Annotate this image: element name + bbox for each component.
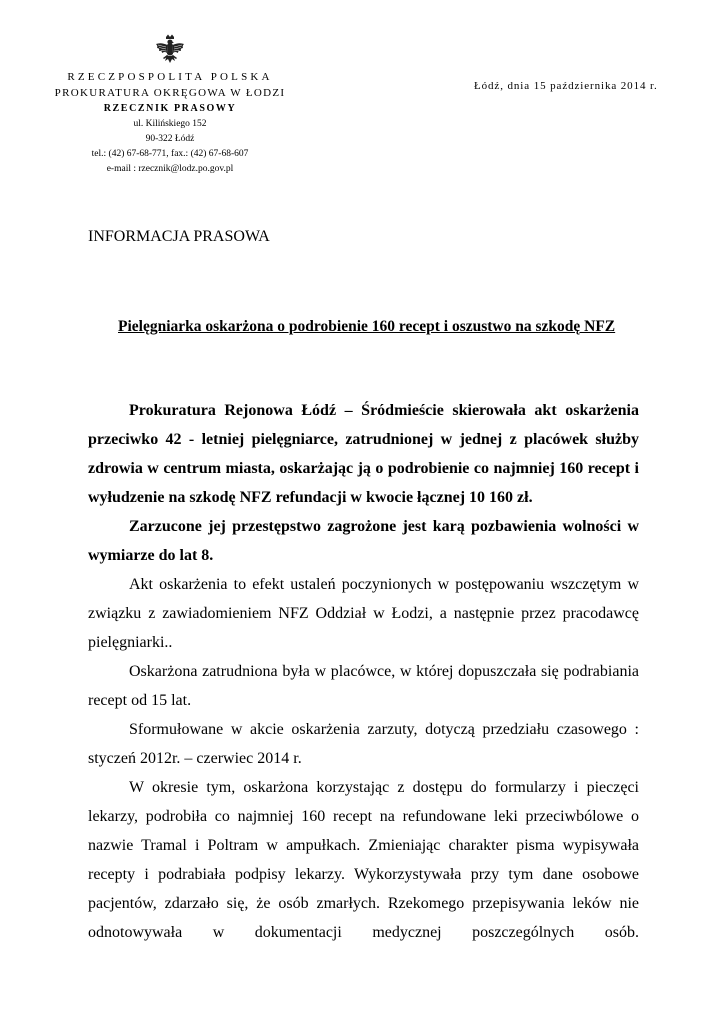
letterhead-office: PROKURATURA OKRĘGOWA W ŁODZI [54,87,286,99]
letterhead-postal: 90-322 Łódź [145,134,195,144]
body-text [88,396,639,947]
polish-eagle-emblem-icon [155,34,185,68]
paragraph-6: W okresie tym, oskarżona korzystając z dostępu do formularzy i pieczęci lekarzy, podrobiła co najmniej 160 recept na refundowane leki przeciwbólowe o nazwie Tramal i Poltram w ampułkach. Zmieniając charakter pisma wypisywała recepty i podrabiała podpisy lekarzy. Wykorzystywała przy tym dane osobowe pacjentów, zdarzało się, że osób zmarłych. Rzekomego przepisywania leków nie odnotowywała w dokumentacji medycznej poszczególnych osób. [88,779,639,941]
paragraph-1: Prokuratura Rejonowa Łódź – Śródmieście skierowała akt oskarżenia przeciwko 42 - letniej pielęgniarce, zatrudnionej w jednej z placówek służby zdrowia w centrum miasta, oskarżając ją o podrobienie co najmniej 160 recept i wyłudzenie na szkodę NFZ refundacji w kwocie łącznej 10 160 zł. [88,402,639,506]
letterhead [40,34,300,177]
letterhead-department: RZECZNIK PRASOWY [103,103,237,114]
letterhead-email: e-mail : rzecznik@lodz.po.gov.pl [106,164,234,174]
paragraph-3: Akt oskarżenia to efekt ustaleń poczynionych w postępowaniu wszczętym w związku z zawiadomieniem NFZ Oddział w Łodzi, a następnie przez pracodawcę pielęgniarki.. [88,576,639,651]
paragraph-2: Zarzucone jej przestępstwo zagrożone jest karą pozbawienia wolności w wymiarze do lat 8. [88,518,639,564]
date-line: Łódź, dnia 15 października 2014 r. [474,80,658,92]
press-release-heading: INFORMACJA PRASOWA [88,228,270,245]
headline: Pielęgniarka oskarżona o podrobienie 160 recept i oszustwo na szkodę NFZ [118,318,616,335]
paragraph-5: Sformułowane w akcie oskarżenia zarzuty, dotyczą przedziału czasowego : styczeń 2012r. – czerwiec 2014 r. [88,721,639,767]
letterhead-phone-fax: tel.: (42) 67-68-771, fax.: (42) 67-68-607 [91,149,249,159]
letterhead-country: RZECZPOSPOLITA POLSKA [67,71,273,83]
letterhead-street: ul. Kilińskiego 152 [133,119,207,129]
paragraph-4: Oskarżona zatrudniona była w placówce, w której dopuszczała się podrabiania recept od 15 lat. [88,663,639,709]
